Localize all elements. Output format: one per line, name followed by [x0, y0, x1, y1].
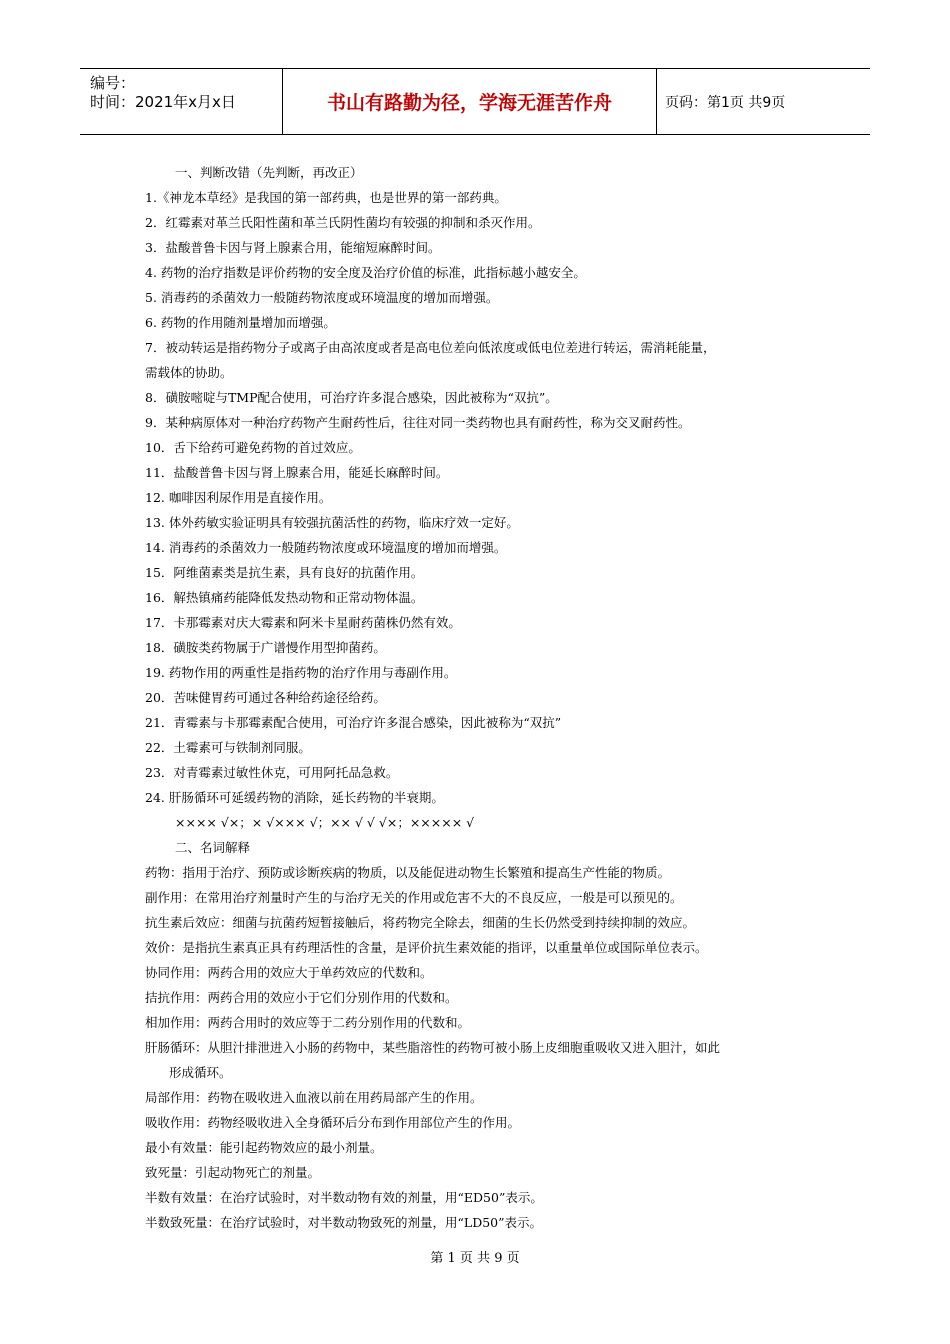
header-left-cell	[80, 69, 283, 134]
header-motto: 书山有路勤为径，学海无涯苦作舟	[283, 69, 657, 134]
question-item: 14. 消毒药的杀菌效力一般随药物浓度或环境温度的增加而增强。	[145, 540, 507, 555]
question-item: 13. 体外药敏实验证明具有较强抗菌活性的药物，临床疗效一定好。	[145, 515, 519, 530]
question-item: 5. 消毒药的杀菌效力一般随药物浓度或环境温度的增加而增强。	[145, 290, 499, 305]
definition-item: 吸收作用：药物经吸收进入全身循环后分布到作用部位产生的作用。	[145, 1115, 521, 1130]
definition-item: 局部作用：药物在吸收进入血液以前在用药局部产生的作用。	[145, 1090, 483, 1105]
header-page-info: 页码：第1页 共9页	[665, 94, 786, 111]
definition-item: 效价：是指抗生素真正具有药理活性的含量，是评价抗生素效能的指评，以重量单位或国际单位表示。	[145, 940, 708, 955]
question-item: 19. 药物作用的两重性是指药物的治疗作用与毒副作用。	[145, 665, 457, 680]
definition-item: 最小有效量：能引起药物效应的最小剂量。	[145, 1140, 383, 1155]
question-item-continued: 需载体的协助。	[145, 365, 233, 380]
question-item: 23．对青霉素过敏性休克，可用阿托品急救。	[145, 765, 399, 780]
question-item: 4. 药物的治疗指数是评价药物的安全度及治疗价值的标准，此指标越小越安全。	[145, 265, 586, 280]
question-item: 24. 肝肠循环可延缓药物的消除，延长药物的半衰期。	[145, 790, 444, 805]
date-line: 时间：2021年x月x日	[90, 93, 236, 111]
question-item: 1.《神龙本草经》是我国的第一部药典，也是世界的第一部药典。	[145, 190, 507, 205]
answer-key: ×××× √×；× √××× √；×× √ √ √×；××××× √	[175, 815, 475, 830]
definition-item: 半数有效量：在治疗试验时，对半数动物有效的剂量，用“ED50”表示。	[145, 1190, 543, 1205]
question-item: 16．解热镇痛药能降低发热动物和正常动物体温。	[145, 590, 424, 605]
code-label: 编号：	[90, 74, 136, 92]
definition-item: 半数致死量：在治疗试验时，对半数动物致死的剂量，用“LD50”表示。	[145, 1215, 543, 1230]
section2-title: 二、名词解释	[175, 840, 251, 855]
definition-item: 药物：指用于治疗、预防或诊断疾病的物质，以及能促进动物生长繁殖和提高生产性能的物质。	[145, 865, 671, 880]
question-item: 18．磺胺类药物属于广谱慢作用型抑菌药。	[145, 640, 386, 655]
question-item: 9．某种病原体对一种治疗药物产生耐药性后，往往对同一类药物也具有耐药性，称为交叉耐药性。	[145, 415, 691, 430]
page-header	[80, 68, 870, 135]
definition-item: 抗生素后效应：细菌与抗菌药短暂接触后，将药物完全除去，细菌的生长仍然受到持续抑制的效应。	[145, 915, 696, 930]
definition-item: 致死量：引起动物死亡的剂量。	[145, 1165, 321, 1180]
question-item: 21．青霉素与卡那霉素配合使用，可治疗许多混合感染，因此被称为“双抗”	[145, 715, 562, 730]
definition-item: 副作用：在常用治疗剂量时产生的与治疗无关的作用或危害不大的不良反应，一般是可以预见的。	[145, 890, 683, 905]
question-item: 20．苦味健胃药可通过各种给药途径给药。	[145, 690, 386, 705]
question-item: 6. 药物的作用随剂量增加而增强。	[145, 315, 336, 330]
definition-item: 相加作用：两药合用时的效应等于二药分别作用的代数和。	[145, 1015, 471, 1030]
question-item: 3．盐酸普鲁卡因与肾上腺素合用，能缩短麻醉时间。	[145, 240, 441, 255]
question-item: 22．土霉素可与铁制剂同服。	[145, 740, 311, 755]
question-item: 15．阿维菌素类是抗生素，具有良好的抗菌作用。	[145, 565, 424, 580]
definition-item-continued: 形成循环。	[169, 1065, 232, 1080]
question-item: 8．磺胺嘧啶与TMP配合使用，可治疗许多混合感染，因此被称为“双抗”。	[145, 390, 558, 405]
question-item: 11．盐酸普鲁卡因与肾上腺素合用，能延长麻醉时间。	[145, 465, 449, 480]
document-body	[145, 160, 815, 1235]
page-footer: 第 1 页 共 9 页	[430, 1251, 520, 1266]
question-item: 10．舌下给药可避免药物的首过效应。	[145, 440, 361, 455]
question-item: 7．被动转运是指药物分子或离子由高浓度或者是高电位差向低浓度或低电位差进行转运，需消耗能量，	[145, 340, 716, 355]
definition-item: 肝肠循环：从胆汁排泄进入小肠的药物中，某些脂溶性的药物可被小肠上皮细胞重吸收又进入胆汁，如此	[145, 1040, 721, 1055]
question-item: 12. 咖啡因利尿作用是直接作用。	[145, 490, 332, 505]
question-item: 2．红霉素对革兰氏阳性菌和革兰氏阴性菌均有较强的抑制和杀灭作用。	[145, 215, 541, 230]
definition-item: 拮抗作用：两药合用的效应小于它们分别作用的代数和。	[145, 990, 458, 1005]
question-item: 17．卡那霉素对庆大霉素和阿米卡星耐药菌株仍然有效。	[145, 615, 461, 630]
section1-title: 一、判断改错（先判断，再改正）	[175, 165, 363, 180]
definition-item: 协同作用：两药合用的效应大于单药效应的代数和。	[145, 965, 433, 980]
